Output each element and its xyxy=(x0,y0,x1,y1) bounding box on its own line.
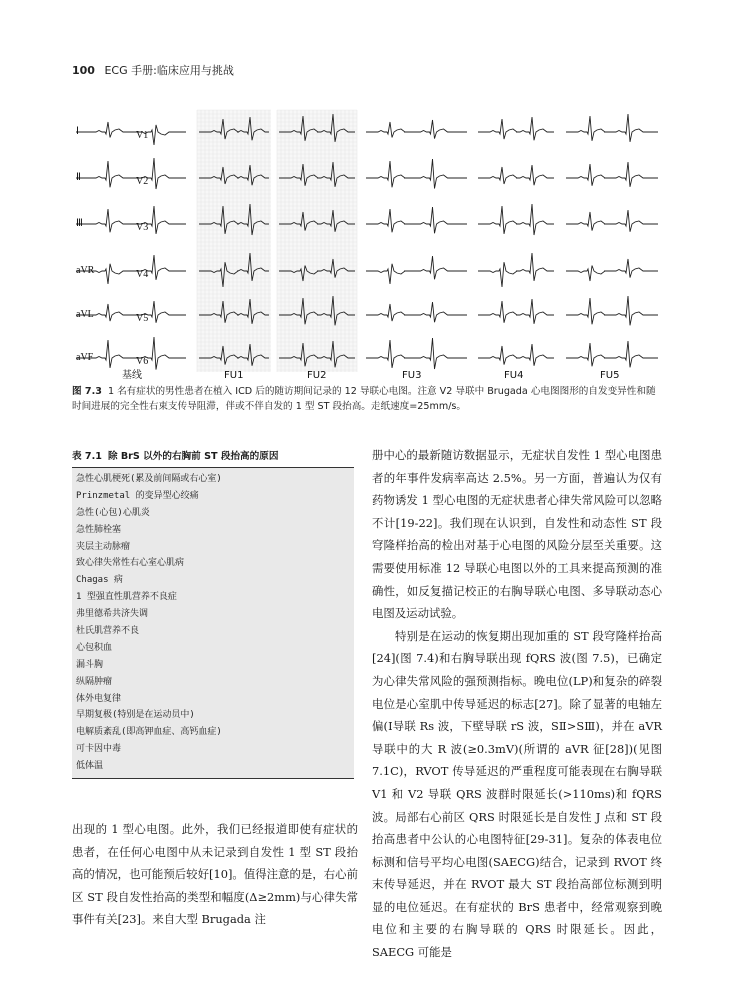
table-row: 急性(心包)心肌炎 xyxy=(76,507,150,518)
table-row: 弗里德希共济失调 xyxy=(76,609,149,620)
ecg-trace xyxy=(366,120,467,139)
lead-label: V1 xyxy=(136,130,149,141)
ecg-trace xyxy=(366,207,467,233)
page-number: 100 xyxy=(72,64,95,77)
ecg-trace xyxy=(366,159,467,189)
column-label: FU5 xyxy=(600,370,620,380)
ecg-trace xyxy=(566,259,658,281)
table-title xyxy=(72,444,354,468)
ecg-trace xyxy=(478,204,554,235)
book-title: ECG 手册:临床应用与挑战 xyxy=(104,64,234,77)
table-row: 杜氏肌营养不良 xyxy=(76,626,140,637)
lead-label: aVL xyxy=(76,309,94,320)
ecg-trace xyxy=(478,117,554,140)
left-paragraph: 出现的 1 型心电图。此外，我们已经报道即使有症状的患者，在任何心电图中从未记录到自发性 1 型 ST 段抬高的情况，也可能预后较好[10]。值得注意的是，右心前区 ST 段自发性抬高的类型和幅度(Δ≥2mm)与心律失常事件有关[23]。来自大型 Brugada 注 xyxy=(72,822,358,927)
table-row: 低体温 xyxy=(76,761,104,772)
left-column-text xyxy=(72,818,358,931)
table-body xyxy=(72,468,354,779)
lead-label: Ⅰ xyxy=(76,126,79,137)
ecg-trace xyxy=(76,206,186,234)
table-row: 电解质紊乱(即高钾血症、高钙血症) xyxy=(76,727,222,738)
lead-label: aVR xyxy=(76,265,95,276)
table-row: 1 型强直性肌营养不良症 xyxy=(76,592,177,603)
ecg-trace xyxy=(478,344,554,366)
column-label: FU2 xyxy=(307,370,327,380)
table-row: 纵隔肿瘤 xyxy=(76,676,113,687)
ecg-trace xyxy=(366,338,467,369)
lead-label: V5 xyxy=(136,313,149,324)
ecg-grid xyxy=(197,110,271,372)
table-row: Chagas 病 xyxy=(76,575,123,586)
ecg-trace xyxy=(566,114,658,142)
ecg-trace xyxy=(366,302,467,322)
ecg-trace xyxy=(478,299,554,324)
table-row: 早期复极(特别是在运动员中) xyxy=(76,710,195,721)
ecg-trace xyxy=(366,256,467,284)
right-column-text xyxy=(372,444,662,964)
column-label: FU3 xyxy=(402,370,422,380)
ecg-trace xyxy=(76,158,186,189)
ecg-trace xyxy=(478,253,554,287)
table-row: 心包积血 xyxy=(76,642,113,653)
table-row: Prinzmetal 的变异型心绞痛 xyxy=(76,490,199,501)
causes-table xyxy=(72,444,354,779)
figure-number: 图 7.3 xyxy=(72,386,102,397)
figure-caption xyxy=(72,384,662,414)
ecg-trace xyxy=(566,341,658,367)
table-row: 急性心肌梗死(累及前间隔或右心室) xyxy=(76,474,222,484)
right-paragraph-1: 册中心的最新随访数据显示，无症状自发性 1 型心电图患者的年事件发病率高达 2.5%。另一方面，普遍认为仅有药物诱发 1 型心电图的无症状患者心律失常风险可以忽略不计[19-22]。我们现在认识到，自发性和动态性 ST 段穹隆样抬高的检出对基于心电图的风险分层至关重要。这需要使用标准 12 导联心电图以外的工具来提高预测的准确性，如反复描记校正的右胸导联心电图、多导联动态心电图及运动试验。 xyxy=(372,448,662,621)
table-row: 漏斗胸 xyxy=(76,659,104,670)
lead-label: Ⅲ xyxy=(76,218,83,229)
ecg-trace xyxy=(478,165,554,185)
lead-label: V4 xyxy=(136,269,149,280)
column-label: FU4 xyxy=(504,370,524,380)
column-label: 基线 xyxy=(122,370,142,380)
table-number: 表 7.1 xyxy=(72,451,102,462)
table-row: 致心律失常性右心室心肌病 xyxy=(76,558,185,569)
table-row: 急性肺栓塞 xyxy=(76,524,122,535)
page-header xyxy=(72,62,234,78)
table-row: 可卡因中毒 xyxy=(76,744,122,755)
right-paragraph-2: 特别是在运动的恢复期出现加重的 ST 段穹隆样抬高[24](图 7.4)和右胸导联出现 fQRS 波(图 7.5)，已确定为心律失常风险的强预测指标。晚电位(LP)和复杂的碎裂电位是心室肌中传导延迟的标志[27]。除了显著的电轴左偏(Ⅰ导联 Rs 波，下壁导联 rS 波，SⅡ>SⅢ)，并在 aVR 导联中的大 R 波(≥0.3mV)(所谓的 aVR 征[28])(见图 7.1C)，RVOT 传导延迟的严重程度可能表现在右胸导联 V1 和 V2 导联 QRS 波群时限延长(>110ms)和 fQRS 波。局部右心前区 QRS 时限延长是自发性 J 点和 ST 段抬高患者中公认的心电图特征[29-31]。复杂的体表电位标测和信号平均心电图(SAECG)结合，记录到 RVOT 终末传导延迟，并在 RVOT 最大 ST 段抬高部位标测到明显的电位延迟。在有症状的 BrS 患者中，经常观察到晚电位和主要的右胸导联的 QRS 时限延长。因此，SAECG 可能是 xyxy=(372,628,662,960)
ecg-trace xyxy=(76,122,186,145)
ecg-figure xyxy=(72,100,662,380)
column-label: FU1 xyxy=(224,370,244,380)
lead-label: V2 xyxy=(136,176,149,187)
table-row: 体外电复律 xyxy=(76,693,122,704)
lead-label: aVF xyxy=(76,352,94,363)
lead-label: V3 xyxy=(136,222,149,233)
table-row: 夹层主动脉瘤 xyxy=(76,541,131,552)
table-title-text: 除 BrS 以外的右胸前 ST 段抬高的原因 xyxy=(107,451,279,462)
ecg-trace xyxy=(566,296,658,325)
lead-label: V6 xyxy=(136,356,149,367)
ecg-trace xyxy=(566,162,658,187)
ecg-trace xyxy=(566,210,658,232)
lead-label: Ⅱ xyxy=(76,172,81,183)
figure-caption-text: 1 名有症状的男性患者在植入 ICD 后的随访期间记录的 12 导联心电图。注意 V2 导联中 Brugada 心电图图形的自发变异性和随时间进展的完全性右束支传导阻滞，伴或不伴自发的 1 型 ST 段抬高。走纸速度=25mm/s。 xyxy=(72,386,656,412)
